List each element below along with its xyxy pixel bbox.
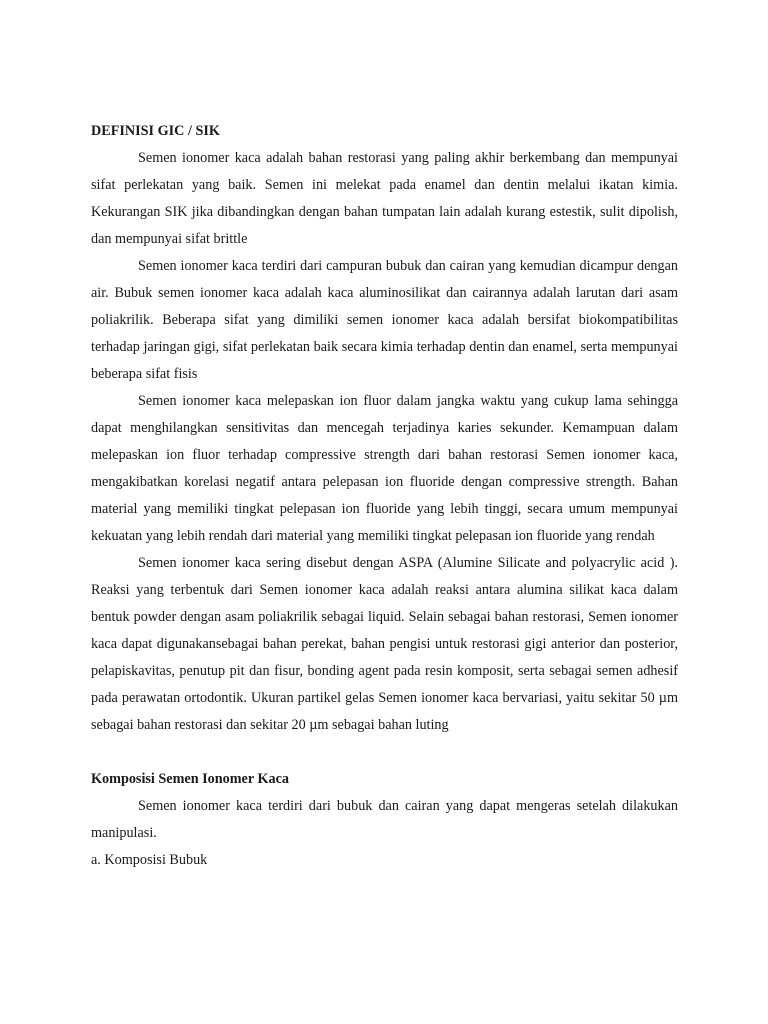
section-spacer — [91, 739, 678, 766]
paragraph-definisi-2: Semen ionomer kaca terdiri dari campuran bubuk dan cairan yang kemudian dicampur dengan air. Bubuk semen ionomer kaca adalah kaca aluminosilikat dan cairannya adalah larutan dari asam poliakrilik. Beberapa sifat yang dimiliki semen ionomer kaca adalah bersifat biokompatibilitas terhadap jaringan gigi, sifat perlekatan baik secara kimia terhadap dentin dan enamel, serta mempunyai beberapa sifat fisis — [91, 258, 678, 382]
document-content — [91, 118, 678, 874]
paragraph-definisi-4: Semen ionomer kaca sering disebut dengan ASPA (Alumine Silicate and polyacrylic acid ). Reaksi yang terbentuk dari Semen ionomer kaca adalah reaksi antara alumina silikat kaca dalam bentuk powder dengan asam poliakrilik sebagai liquid. Selain sebagai bahan restorasi, Semen ionomer kaca dapat digunakansebagai bahan perekat, bahan pengisi untuk restorasi gigi anterior dan posterior, pelapiskavitas, penutup pit dan fisur, bonding agent pada resin komposit, serta sebagai semen adhesif pada perawatan ortodontik. Ukuran partikel gelas Semen ionomer kaca bervariasi, yaitu sekitar 50 µm sebagai bahan restorasi dan sekitar 20 µm sebagai bahan luting — [91, 555, 678, 733]
paragraph-definisi-3: Semen ionomer kaca melepaskan ion fluor dalam jangka waktu yang cukup lama sehingga dapat menghilangkan sensitivitas dan mencegah terjadinya karies sekunder. Kemampuan dalam melepaskan ion fluor terhadap compressive strength dari bahan restorasi Semen ionomer kaca, mengakibatkan korelasi negatif antara pelepasan ion fluoride dengan compressive strength. Bahan material yang memiliki tingkat pelepasan ion fluoride yang lebih tinggi, secara umum mempunyai kekuatan yang lebih rendah dari material yang memiliki tingkat pelepasan ion fluoride yang rendah — [91, 393, 678, 544]
section-heading-definisi: DEFINISI GIC / SIK — [91, 123, 220, 139]
paragraph-komposisi: Semen ionomer kaca terdiri dari bubuk dan cairan yang dapat mengeras setelah dilakukan manipulasi. — [91, 798, 678, 841]
section-heading-komposisi: Komposisi Semen Ionomer Kaca — [91, 771, 289, 787]
paragraph-definisi-1: Semen ionomer kaca adalah bahan restorasi yang paling akhir berkembang dan mempunyai sifat perlekatan yang baik. Semen ini melekat pada enamel dan dentin melalui ikatan kimia. Kekurangan SIK jika dibandingkan dengan bahan tumpatan lain adalah kurang estestik, sulit dipolish, dan mempunyai sifat brittle — [91, 150, 678, 247]
subheading-komposisi-bubuk: a. Komposisi Bubuk — [91, 852, 208, 868]
